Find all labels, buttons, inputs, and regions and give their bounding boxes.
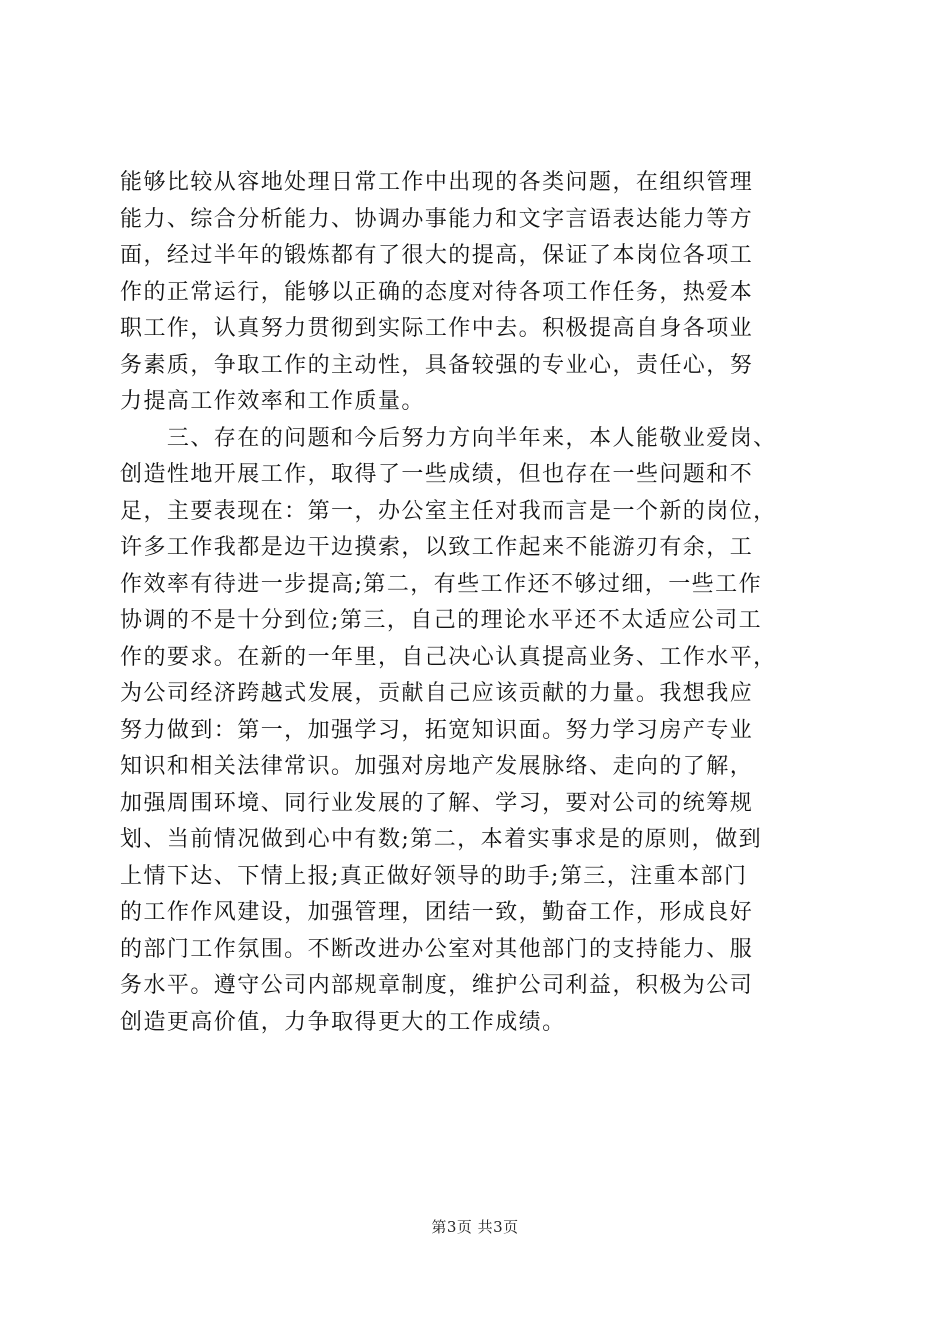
text-line: 力提高工作效率和工作质量。 — [120, 389, 425, 414]
body-text — [120, 165, 840, 1041]
text-line: 足，主要表现在：第一，办公室主任对我而言是一个新的岗位， — [120, 498, 777, 524]
text-line: 创造性地开展工作，取得了一些成绩，但也存在一些问题和不 — [120, 462, 754, 487]
page-footer — [0, 1216, 950, 1237]
text-line: 知识和相关法律常识。加强对房地产发展脉络、走向的了解， — [120, 754, 754, 779]
text-line: 的部门工作氛围。不断改进办公室对其他部门的支持能力、服 — [120, 936, 754, 962]
text-line: 能力、综合分析能力、协调办事能力和文字言语表达能力等方 — [120, 206, 754, 232]
page-number-label: 第3页 共3页 — [431, 1218, 519, 1236]
text-line: 务水平。遵守公司内部规章制度，维护公司利益，积极为公司 — [120, 973, 754, 998]
text-line: 努力做到：第一，加强学习，拓宽知识面。努力学习房产专业 — [120, 717, 754, 743]
text-line: 务素质，争取工作的主动性，具备较强的专业心，责任心，努 — [120, 352, 754, 378]
text-line: 作的正常运行，能够以正确的态度对待各项工作任务，热爱本 — [120, 279, 754, 305]
text-line: 划、当前情况做到心中有数;第二，本着实事求是的原则，做到 — [120, 827, 763, 852]
text-line: 协调的不是十分到位;第三，自己的理论水平还不太适应公司工 — [120, 608, 763, 633]
text-line: 许多工作我都是边干边摸索，以致工作起来不能游刃有余，工 — [120, 535, 754, 560]
text-line: 加强周围环境、同行业发展的了解、学习，要对公司的统筹规 — [120, 790, 754, 816]
text-line: 作的要求。在新的一年里，自己决心认真提高业务、工作水平， — [120, 644, 777, 670]
text-line: 上情下达、下情上报;真正做好领导的助手;第三，注重本部门 — [120, 863, 748, 889]
text-line: 三、存在的问题和今后努力方向半年来，本人能敬业爱岗、 — [120, 425, 777, 451]
text-line: 创造更高价值，力争取得更大的工作成绩。 — [120, 1009, 566, 1035]
text-line: 职工作，认真努力贯彻到实际工作中去。积极提高自身各项业 — [120, 316, 754, 341]
text-line: 的工作作风建设，加强管理，团结一致，勤奋工作，形成良好 — [120, 900, 754, 925]
text-line: 为公司经济跨越式发展，贡献自己应该贡献的力量。我想我应 — [120, 681, 754, 706]
text-line: 面，经过半年的锻炼都有了很大的提高，保证了本岗位各项工 — [120, 243, 754, 268]
text-line: 作效率有待进一步提高;第二，有些工作还不够过细，一些工作 — [120, 571, 763, 597]
text-line: 能够比较从容地处理日常工作中出现的各类问题，在组织管理 — [120, 170, 754, 195]
